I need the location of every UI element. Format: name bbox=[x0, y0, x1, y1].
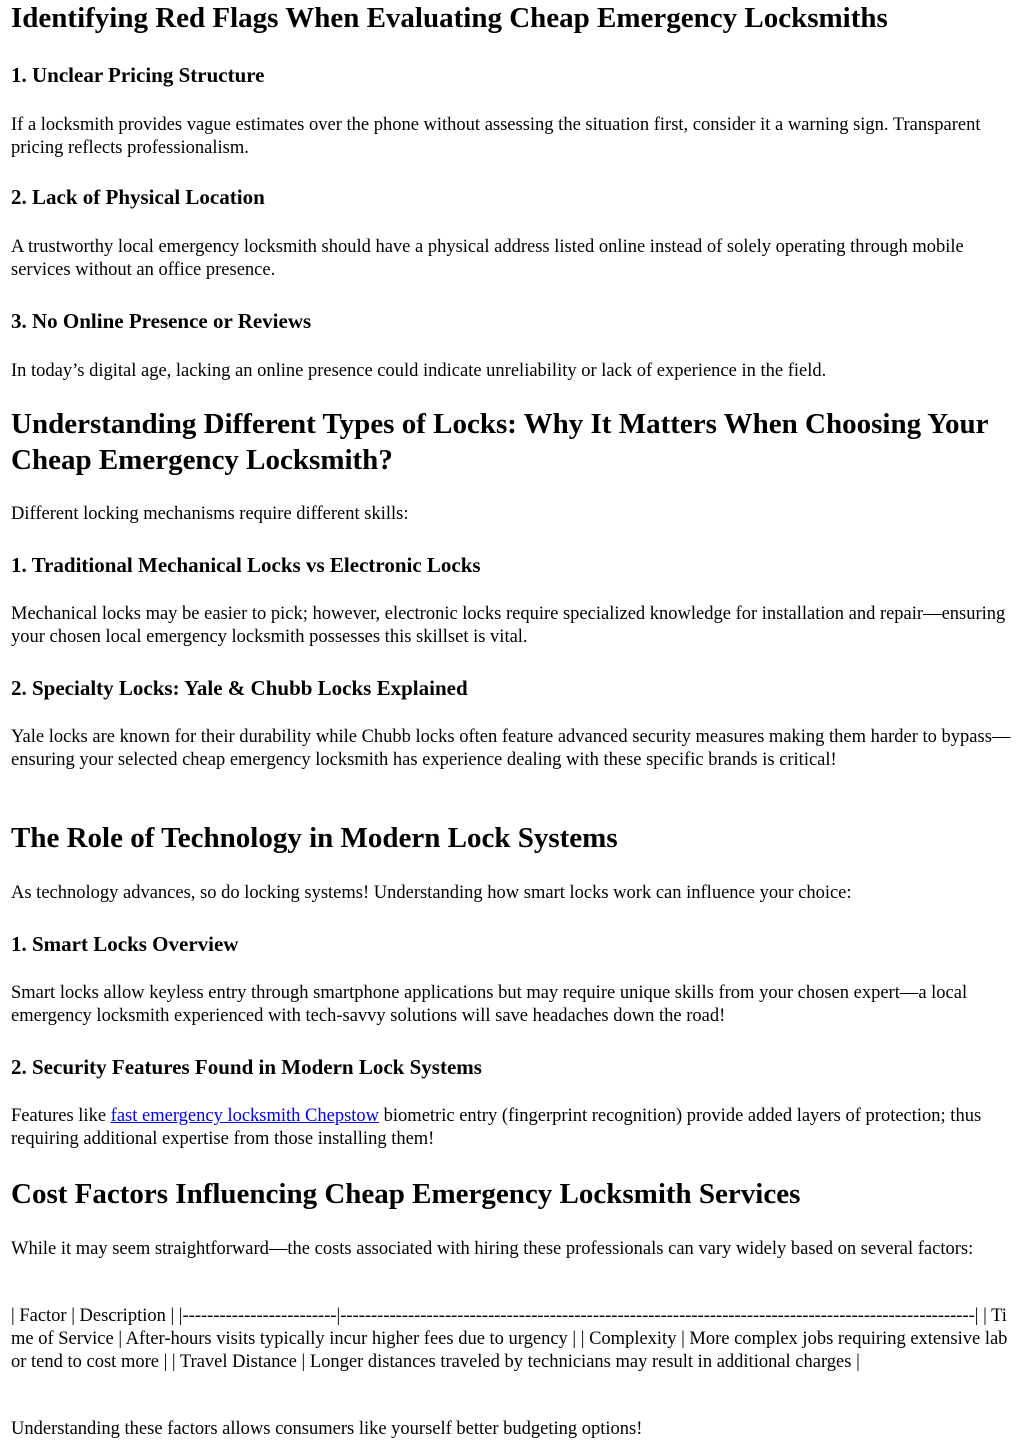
paragraph-online-presence: In today’s digital age, lacking an online presence could indicate unreliability or lack of experience in the field. bbox=[11, 361, 827, 381]
paragraph-lock-types-intro: Different locking mechanisms require different skills: bbox=[11, 504, 409, 524]
paragraph-smart-locks: Smart locks allow keyless entry through smartphone applications but may require unique skills from your chosen expert—a local emergency locksmith experienced with tech-savvy solutions will save headaches down the road! bbox=[11, 983, 968, 1026]
paragraph-technology-intro: As technology advances, so do locking systems! Understanding how smart locks work can influence your choice: bbox=[11, 883, 852, 903]
subheading-physical-location: 2. Lack of Physical Location bbox=[11, 185, 265, 209]
paragraph-specialty-locks: Yale locks are known for their durability while Chubb locks often feature advanced security measures making them harder to bypass—ensuring your selected cheap emergency locksmith has experience dealing with these specific brands is critical! bbox=[11, 727, 1011, 770]
section-title-red-flags: Identifying Red Flags When Evaluating Cheap Emergency Locksmiths bbox=[11, 2, 888, 34]
paragraph-security-features bbox=[11, 1105, 1013, 1151]
paragraph-mechanical-vs-electronic: Mechanical locks may be easier to pick; however, electronic locks require specialized knowledge for installation and repair—ensuring your chosen local emergency locksmith possesses this skillset is vital. bbox=[11, 604, 1006, 647]
subheading-security-features: 2. Security Features Found in Modern Lock Systems bbox=[11, 1055, 482, 1079]
cost-factors-table-text: | Factor | Description | |-------------------------|-------------------------------------------------------------------------------------------------------| | Time of Service | After-hours visits typically incur higher fees due to urgency | | Complexity | More complex jobs requiring extensive labor tend to cost more | | Travel Distance | Longer distances traveled by technicians may result in additional charges | bbox=[11, 1306, 1008, 1372]
subheading-smart-locks: 1. Smart Locks Overview bbox=[11, 932, 239, 956]
subheading-mechanical-vs-electronic: 1. Traditional Mechanical Locks vs Electronic Locks bbox=[11, 553, 481, 577]
section-title-technology: The Role of Technology in Modern Lock Systems bbox=[11, 822, 618, 854]
paragraph-unclear-pricing: If a locksmith provides vague estimates over the phone without assessing the situation first, consider it a warning sign. Transparent pricing reflects professionalism. bbox=[11, 115, 981, 158]
subheading-unclear-pricing: 1. Unclear Pricing Structure bbox=[11, 63, 265, 87]
paragraph-security-features-end: biometric entry (fingerprint recognition) provide added layers of protection; thus requiring additional expertise from those installing them! bbox=[11, 1106, 982, 1149]
paragraph-physical-location: A trustworthy local emergency locksmith should have a physical address listed online instead of solely operating through mobile services without an office presence. bbox=[11, 237, 964, 280]
section-title-cost-factors: Cost Factors Influencing Cheap Emergency Locksmith Services bbox=[11, 1178, 801, 1210]
subheading-specialty-locks: 2. Specialty Locks: Yale & Chubb Locks Explained bbox=[11, 676, 468, 700]
subheading-online-presence: 3. No Online Presence or Reviews bbox=[11, 309, 312, 333]
section-title-lock-types: Understanding Different Types of Locks: Why It Matters When Choosing Your Cheap Emergency Locksmith? bbox=[11, 408, 988, 476]
locksmith-chepstow-link[interactable]: fast emergency locksmith Chepstow bbox=[110, 1106, 380, 1126]
paragraph-cost-outro: Understanding these factors allows consumers like yourself better budgeting options! bbox=[11, 1419, 643, 1439]
paragraph-cost-intro: While it may seem straightforward—the costs associated with hiring these professionals can vary widely based on several factors: bbox=[11, 1239, 974, 1259]
paragraph-security-features-start: Features like bbox=[11, 1106, 111, 1126]
